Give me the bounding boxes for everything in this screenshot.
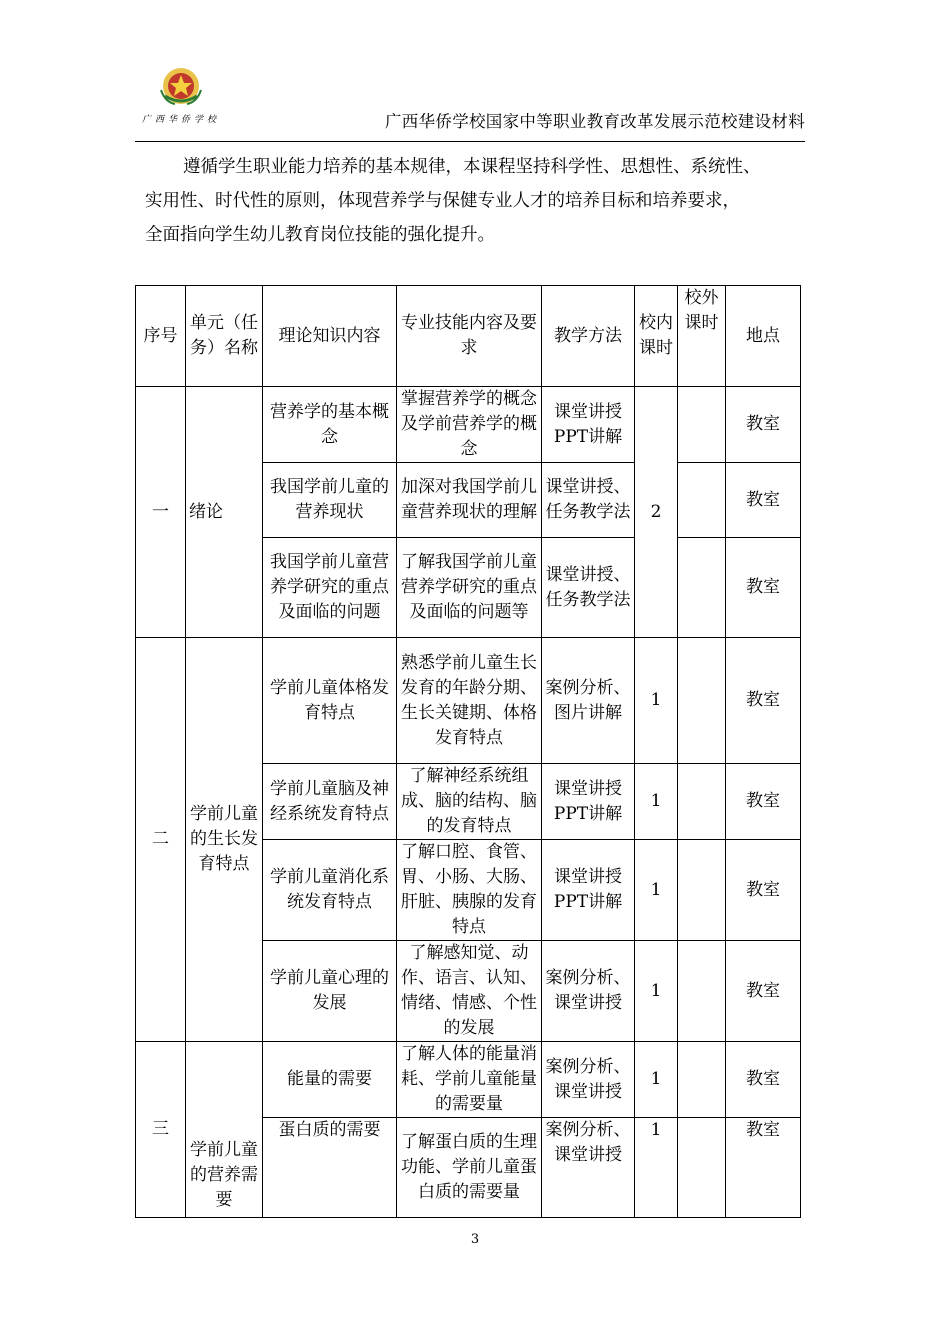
in-hours-cell: 1: [635, 941, 678, 1042]
in-hours-cell: 1: [635, 764, 678, 840]
intro-line-2: 实用性、时代性的原则，体现营养学与保健专业人才的培养目标和培养要求，: [145, 191, 740, 211]
out-hours-cell: [678, 638, 726, 764]
out-hours-cell: [678, 538, 726, 638]
intro-paragraph: [145, 150, 815, 252]
theory-cell: 能量的需要: [263, 1042, 397, 1118]
course-plan-table: [135, 285, 801, 1218]
skill-cell: 熟悉学前儿童生长发育的年龄分期、生长关键期、体格发育特点: [397, 638, 542, 764]
header-title: 广西华侨学校国家中等职业教育改革发展示范校建设材料: [385, 112, 805, 131]
school-logo: [135, 62, 227, 126]
unit-name: 学前儿童的生长发育特点: [186, 638, 263, 1042]
theory-cell: 学前儿童体格发育特点: [263, 638, 397, 764]
page-header: [135, 62, 805, 142]
in-hours-cell: 1: [635, 638, 678, 764]
out-hours-cell: [678, 1042, 726, 1118]
header-place: 地点: [726, 286, 801, 387]
method-cell: 课堂讲授、任务教学法: [542, 463, 635, 538]
place-cell: 教室: [726, 941, 801, 1042]
method-cell: 课堂讲授PPT讲解: [542, 840, 635, 941]
place-cell: 教室: [726, 764, 801, 840]
theory-cell: 学前儿童消化系统发育特点: [263, 840, 397, 941]
unit-seq: 三: [136, 1042, 186, 1218]
out-hours-cell: [678, 1118, 726, 1218]
skill-cell: 掌握营养学的概念及学前营养学的概念: [397, 387, 542, 463]
method-cell: 案例分析、图片讲解: [542, 638, 635, 764]
in-hours-cell: 1: [635, 840, 678, 941]
out-hours-cell: [678, 840, 726, 941]
skill-cell: 了解感知觉、动作、语言、认知、情绪、情感、个性的发展: [397, 941, 542, 1042]
unit-name: 绪论: [186, 387, 263, 638]
header-skill: 专业技能内容及要求: [397, 286, 542, 387]
method-cell: 课堂讲授PPT讲解: [542, 764, 635, 840]
in-hours-cell: 2: [635, 387, 678, 638]
skill-cell: 了解口腔、食管、胃、小肠、大肠、肝脏、胰腺的发育特点: [397, 840, 542, 941]
out-hours-cell: [678, 941, 726, 1042]
theory-cell: 营养学的基本概念: [263, 387, 397, 463]
skill-cell: 了解我国学前儿童营养学研究的重点及面临的问题等: [397, 538, 542, 638]
header-theory: 理论知识内容: [263, 286, 397, 387]
out-hours-cell: [678, 463, 726, 538]
header-seq: 序号: [136, 286, 186, 387]
method-cell: 案例分析、课堂讲授: [542, 1042, 635, 1118]
header-unit: 单元（任务）名称: [186, 286, 263, 387]
place-cell: 教室: [726, 1118, 801, 1218]
table-row: [136, 387, 801, 463]
in-hours-cell: 1: [635, 1118, 678, 1218]
theory-cell: 我国学前儿童的营养现状: [263, 463, 397, 538]
out-hours-cell: [678, 387, 726, 463]
unit-seq: 一: [136, 387, 186, 638]
header-rule: [135, 141, 805, 142]
unit-name: 学前儿童的营养需要: [186, 1042, 263, 1218]
theory-cell: 我国学前儿童营养学研究的重点及面临的问题: [263, 538, 397, 638]
unit-seq: 二: [136, 638, 186, 1042]
method-cell: 案例分析、课堂讲授: [542, 941, 635, 1042]
place-cell: 教室: [726, 538, 801, 638]
place-cell: 教室: [726, 1042, 801, 1118]
intro-line-3: 全面指向学生幼儿教育岗位技能的强化提升。: [145, 225, 495, 245]
table-row: [136, 1042, 801, 1118]
intro-line-1: 遵循学生职业能力培养的基本规律，本课程坚持科学性、思想性、系统性、: [183, 157, 761, 177]
svg-text:广西华侨学校: 广西华侨学校: [141, 115, 221, 125]
theory-cell: 学前儿童心理的发展: [263, 941, 397, 1042]
place-cell: 教室: [726, 387, 801, 463]
header-out-hours: 校外课时: [678, 286, 726, 387]
place-cell: 教室: [726, 463, 801, 538]
page-number: 3: [470, 1232, 480, 1247]
place-cell: 教室: [726, 840, 801, 941]
skill-cell: 了解神经系统组成、脑的结构、脑的发育特点: [397, 764, 542, 840]
method-cell: 课堂讲授PPT讲解: [542, 387, 635, 463]
skill-cell: 加深对我国学前儿童营养现状的理解: [397, 463, 542, 538]
in-hours-cell: 1: [635, 1042, 678, 1118]
theory-cell: 蛋白质的需要: [263, 1118, 397, 1218]
header-method: 教学方法: [542, 286, 635, 387]
skill-cell: 了解人体的能量消耗、学前儿童能量的需要量: [397, 1042, 542, 1118]
header-in-hours: 校内课时: [635, 286, 678, 387]
method-cell: 课堂讲授、任务教学法: [542, 538, 635, 638]
table-header-row: [136, 286, 801, 387]
table-row: [136, 638, 801, 764]
skill-cell: 了解蛋白质的生理功能、学前儿童蛋白质的需要量: [397, 1118, 542, 1218]
theory-cell: 学前儿童脑及神经系统发育特点: [263, 764, 397, 840]
method-cell: 案例分析、课堂讲授: [542, 1118, 635, 1218]
out-hours-cell: [678, 764, 726, 840]
place-cell: 教室: [726, 638, 801, 764]
